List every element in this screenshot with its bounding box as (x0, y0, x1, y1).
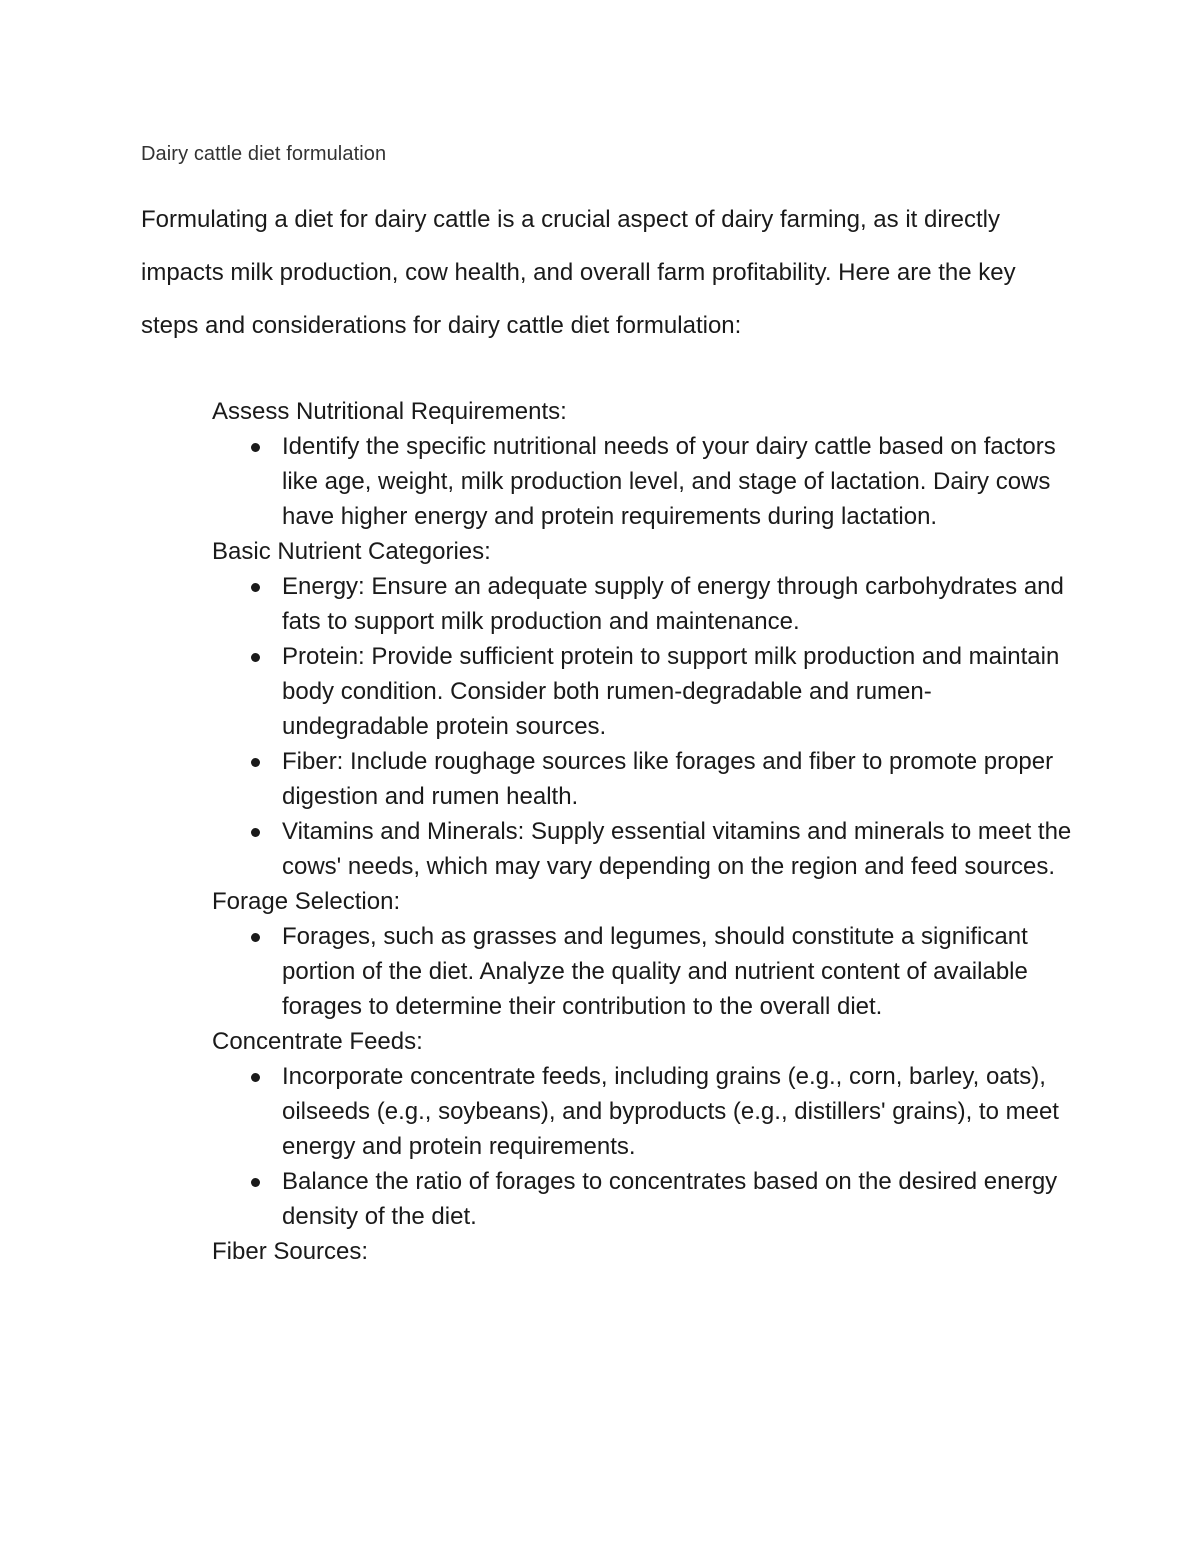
bullet-icon (251, 1073, 260, 1082)
list-item-text: Balance the ratio of forages to concentrates based on the desired energy density of the diet. (282, 1168, 1058, 1230)
bullet-list (212, 1059, 1072, 1234)
list-item-text: Fiber: Include roughage sources like forages and fiber to promote proper digestion and rumen health. (282, 748, 1054, 810)
list-item (282, 814, 1072, 884)
section-fiber-sources (212, 1234, 1072, 1269)
list-item (282, 744, 1072, 814)
list-item (282, 1059, 1072, 1164)
list-item-text: Forages, such as grasses and legumes, should constitute a significant portion of the diet. Analyze the quality and nutrient content of available forages to determine their contribution to the overall diet. (282, 923, 1028, 1020)
section-forage-selection (212, 884, 1072, 1024)
section-heading: Assess Nutritional Requirements: (212, 398, 567, 425)
bullet-icon (251, 443, 260, 452)
list-item (282, 639, 1072, 744)
list-item (282, 569, 1072, 639)
bullet-icon (251, 933, 260, 942)
section-nutritional-requirements (212, 394, 1072, 534)
intro-paragraph: Formulating a diet for dairy cattle is a crucial aspect of dairy farming, as it directly impacts milk production, cow health, and overall farm profitability. Here are the key steps and considerations for dairy cattle diet formulation: (141, 206, 1016, 339)
bullet-icon (251, 758, 260, 767)
bullet-icon (251, 653, 260, 662)
section-heading: Concentrate Feeds: (212, 1028, 423, 1055)
list-item (282, 919, 1072, 1024)
bullet-icon (251, 1178, 260, 1187)
bullet-list (212, 569, 1072, 884)
section-basic-nutrient-categories (212, 534, 1072, 884)
section-concentrate-feeds (212, 1024, 1072, 1234)
document-title: Dairy cattle diet formulation (141, 143, 387, 165)
bullet-icon (251, 828, 260, 837)
sections-list (212, 394, 1072, 1269)
list-item-text: Protein: Provide sufficient protein to support milk production and maintain body condition. Consider both rumen-degradable and rumen-undegradable protein sources. (282, 643, 1060, 740)
section-heading: Basic Nutrient Categories: (212, 538, 491, 565)
list-item-text: Energy: Ensure an adequate supply of energy through carbohydrates and fats to support milk production and maintenance. (282, 573, 1064, 635)
list-item-text: Vitamins and Minerals: Supply essential vitamins and minerals to meet the cows' needs, which may vary depending on the region and feed sources. (282, 818, 1072, 880)
list-item-text: Incorporate concentrate feeds, including grains (e.g., corn, barley, oats), oilseeds (e.g., soybeans), and byproducts (e.g., distillers' grains), to meet energy and protein requirements. (282, 1063, 1059, 1160)
bullet-icon (251, 583, 260, 592)
list-item (282, 1164, 1072, 1234)
list-item-text: Identify the specific nutritional needs of your dairy cattle based on factors like age, weight, milk production level, and stage of lactation. Dairy cows have higher energy and protein requirements during lactation. (282, 433, 1056, 530)
list-item (282, 429, 1072, 534)
bullet-list (212, 429, 1072, 534)
bullet-list (212, 919, 1072, 1024)
section-heading: Forage Selection: (212, 888, 401, 915)
section-heading: Fiber Sources: (212, 1238, 369, 1265)
